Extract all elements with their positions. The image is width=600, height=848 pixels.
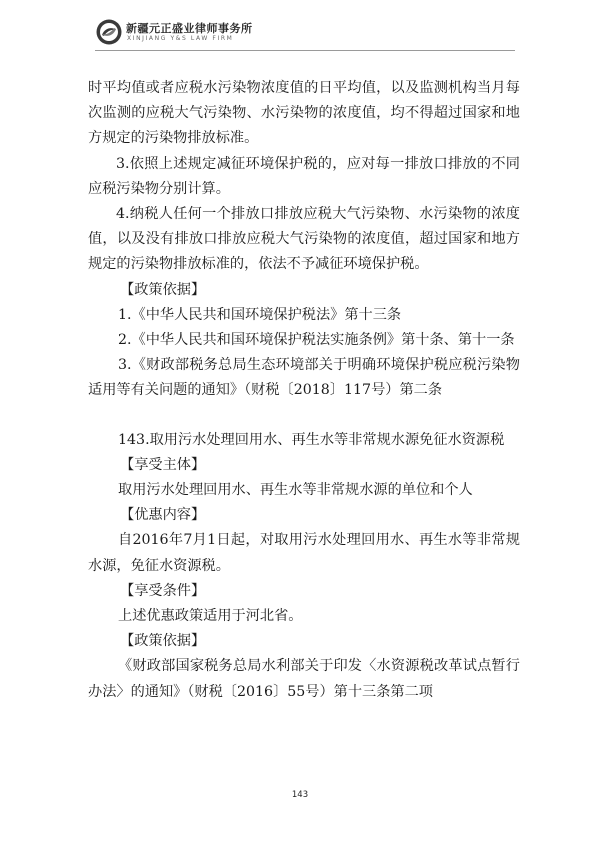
section-heading-benefit: 【优惠内容】 — [120, 507, 206, 524]
benefit-text: 自2016年7月1日起，对取用污水处理回用水、再生水等非常规水源，免征水资源税。 — [88, 532, 520, 574]
section-heading-beneficiary: 【享受主体】 — [120, 456, 206, 473]
conditions-text: 上述优惠政策适用于河北省。 — [118, 608, 303, 625]
beneficiary-text: 取用污水处理回用水、再生水等非常规水源的单位和个人 — [118, 482, 473, 499]
basis-item-1: 1.《中华人民共和国环境保护税法》第十三条 — [118, 306, 402, 323]
firm-logo-icon — [95, 18, 123, 46]
spacer — [118, 404, 520, 428]
basis-item-3: 3.《财政部税务总局生态环境部关于明确环境保护税应税污染物适用等有关问题的通知》（财税〔2018〕117号）第二条 — [88, 357, 520, 399]
paragraph-continuation: 时平均值或者应税水污染物浓度值的日平均值，以及监测机构当月每次监测的应税大气污染物、水污染物的浓度值，均不得超过国家和地方规定的污染物排放标准。 — [88, 80, 520, 147]
section-heading-conditions: 【享受条件】 — [120, 582, 206, 599]
section-heading-policy-basis-2: 【政策依据】 — [120, 633, 206, 650]
basis-item-4: 《财政部国家税务总局水利部关于印发〈水资源税改革试点暂行办法〉的通知》（财税〔2016〕55号）第十三条第二项 — [88, 658, 520, 700]
item-title: 143.取用污水处理回用水、再生水等非常规水源免征水资源税 — [118, 431, 505, 448]
firm-name-en: XINJIANG Y&S LAW FIRM — [127, 35, 234, 42]
paragraph-point-3: 3.依照上述规定减征环境保护税的，应对每一排放口排放的不同应税污染物分别计算。 — [88, 155, 520, 197]
basis-item-2: 2.《中华人民共和国环境保护税法实施条例》第十条、第十一条 — [118, 332, 515, 349]
page-number: 143 — [291, 790, 309, 800]
firm-name-cn: 新疆元正盛业律师事务所 — [126, 22, 253, 35]
paragraph-point-4: 4.纳税人任何一个排放口排放应税大气污染物、水污染物的浓度值，以及没有排放口排放应税大气污染物的浓度值，超过国家和地方规定的污染物排放标准的，依法不予减征环境保护税。 — [88, 206, 520, 273]
section-heading-policy-basis: 【政策依据】 — [120, 281, 206, 298]
header-rule — [95, 50, 515, 51]
document-body — [88, 76, 520, 705]
page-header — [95, 18, 515, 48]
